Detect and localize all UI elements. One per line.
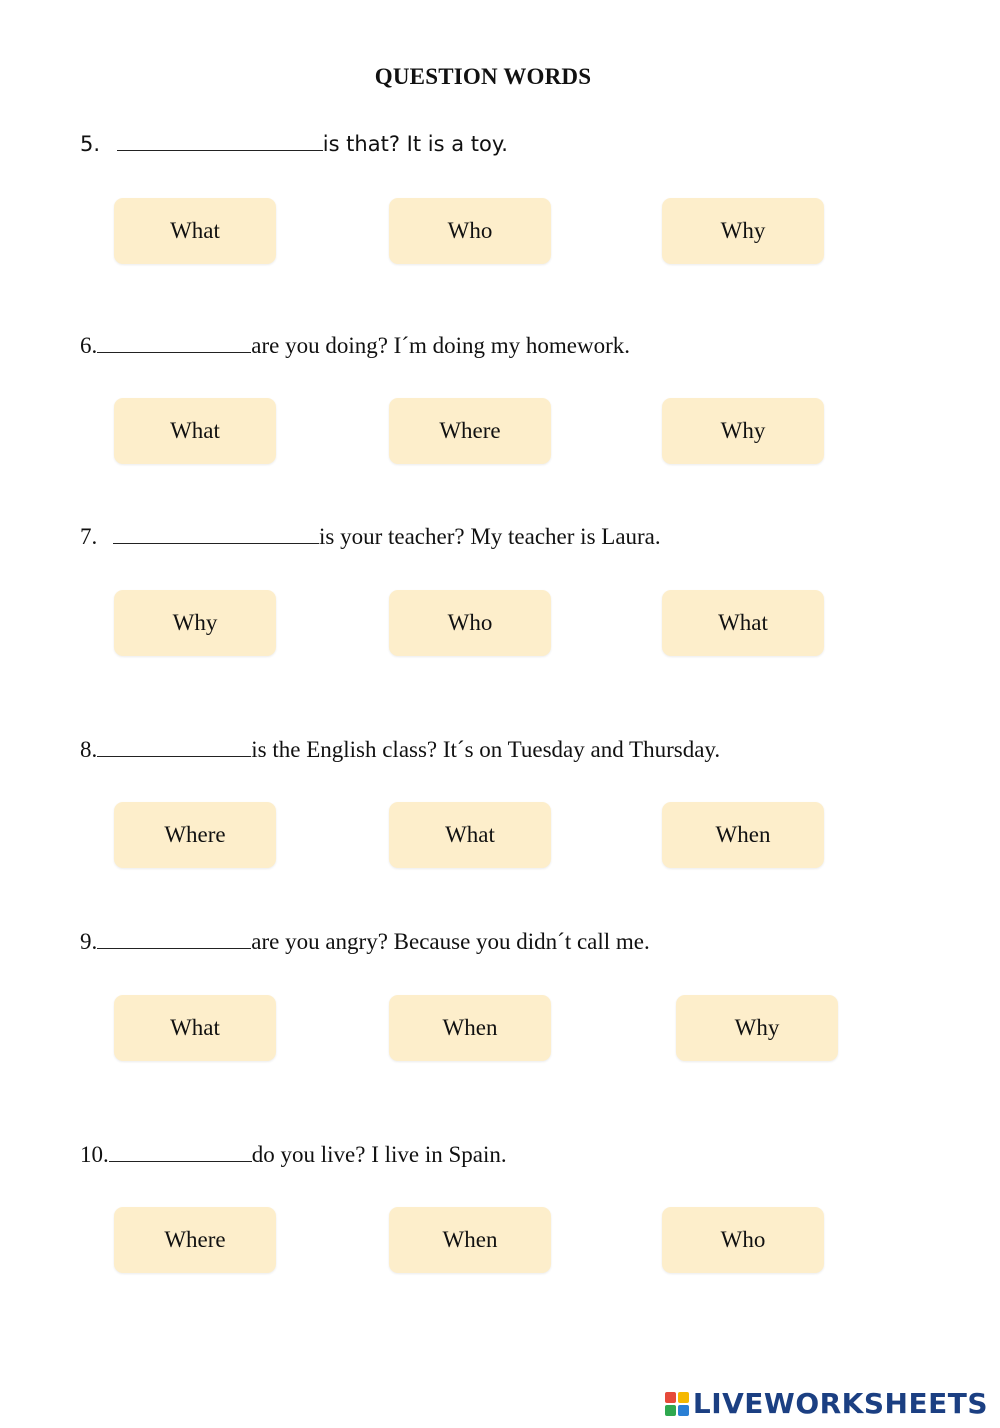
question-text: is the English class? It´s on Tuesday and Thursday. [251,737,721,762]
option-button[interactable]: Who [389,590,551,656]
option-button[interactable]: When [662,802,824,868]
option-button[interactable]: What [389,802,551,868]
question-text: are you angry? Because you didn´t call me. [251,929,650,954]
option-button[interactable]: What [662,590,824,656]
worksheet-title: QUESTION WORDS [374,64,592,89]
question-text: are you doing? I´m doing my homework. [251,333,631,358]
question-9 [80,929,650,955]
question-7 [80,524,661,550]
question-text: do you live? I live in Spain. [251,1142,507,1167]
question-number: 10. [80,1142,109,1167]
option-button[interactable]: Who [662,1207,824,1273]
question-8 [80,737,720,763]
question-number: 8. [80,737,98,762]
option-button[interactable]: Why [662,398,824,464]
option-button[interactable]: Where [389,398,551,464]
option-button[interactable]: Why [114,590,276,656]
question-number: 7. [80,524,98,549]
option-button[interactable]: What [114,995,276,1061]
liveworksheets-logo-icon [665,1392,689,1416]
option-button[interactable]: What [114,198,276,264]
footer-brand[interactable] [665,1387,988,1420]
question-text: is your teacher? My teacher is Laura. [319,524,661,549]
answer-blank[interactable] [117,132,323,151]
option-button[interactable]: Why [662,198,824,264]
option-button[interactable]: What [114,398,276,464]
option-button[interactable]: When [389,1207,551,1273]
question-5 [80,132,508,156]
option-button[interactable]: Why [676,995,838,1061]
question-number: 5. [80,132,101,156]
option-button[interactable]: Where [114,1207,276,1273]
answer-blank[interactable] [97,930,251,949]
question-number: 9. [80,929,98,954]
question-6 [80,333,630,359]
answer-blank[interactable] [109,1143,252,1162]
question-number: 6. [80,333,98,358]
question-10 [80,1142,507,1168]
option-button[interactable]: When [389,995,551,1061]
option-button[interactable]: Who [389,198,551,264]
option-button[interactable]: Where [114,802,276,868]
answer-blank[interactable] [113,525,319,544]
question-text: is that? It is a toy. [322,132,508,156]
answer-blank[interactable] [97,738,251,757]
brand-name: LIVEWORKSHEETS [692,1387,988,1420]
answer-blank[interactable] [97,334,251,353]
